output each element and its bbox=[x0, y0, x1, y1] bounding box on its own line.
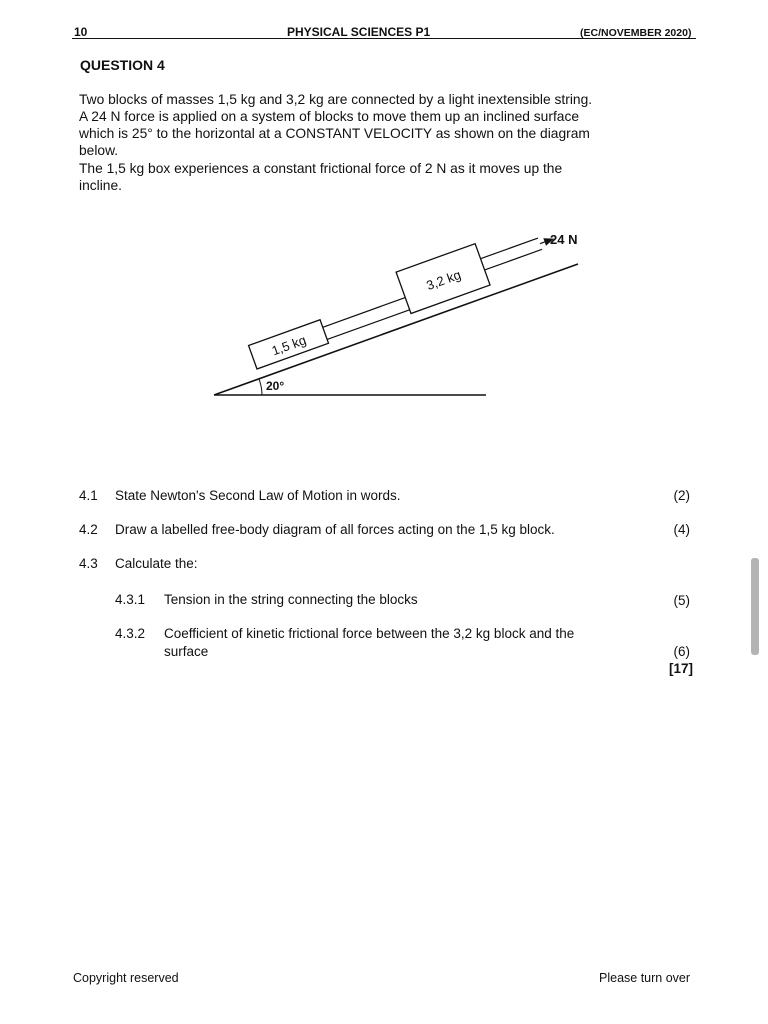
subitem-marks: (5) bbox=[673, 593, 690, 608]
block-heavy-label: 3,2 kg bbox=[424, 266, 463, 294]
paragraph-line: Two blocks of masses 1,5 kg and 3,2 kg are connected by a light inextensible string. bbox=[79, 92, 593, 107]
paragraph-line: incline. bbox=[79, 178, 122, 193]
subitem-marks: (6) bbox=[673, 644, 690, 659]
block-3-2kg bbox=[396, 244, 490, 314]
block-1-5kg bbox=[249, 320, 329, 369]
footer-copyright: Copyright reserved bbox=[73, 971, 179, 985]
block-light-label: 1,5 kg bbox=[269, 332, 309, 359]
paragraph-line: which is 25° to the horizontal at a CONSTANT VELOCITY as shown on the diagram bbox=[79, 126, 590, 141]
item-text: State Newton's Second Law of Motion in words. bbox=[115, 488, 401, 503]
item-number: 4.3 bbox=[79, 556, 98, 571]
paragraph-line: A 24 N force is applied on a system of blocks to move them up an inclined surface bbox=[79, 109, 580, 124]
angle-label: 20° bbox=[266, 379, 285, 393]
scrollbar-thumb[interactable] bbox=[751, 558, 759, 655]
item-number: 4.1 bbox=[79, 488, 98, 503]
incline-surface bbox=[214, 264, 578, 395]
item-text: Draw a labelled free-body diagram of all forces acting on the 1,5 kg block. bbox=[115, 522, 555, 537]
incline-diagram bbox=[0, 0, 768, 420]
subitem-number: 4.3.1 bbox=[115, 592, 146, 607]
subject-title: PHYSICAL SCIENCES P1 bbox=[287, 25, 431, 39]
question-total: [17] bbox=[668, 661, 693, 676]
footer-turn-over: Please turn over bbox=[599, 971, 691, 985]
force-label: 24 N bbox=[550, 232, 578, 247]
item-marks: (4) bbox=[673, 522, 690, 537]
item-text: Calculate the: bbox=[115, 556, 198, 571]
subitem-text-continued: surface bbox=[164, 644, 209, 659]
item-number: 4.2 bbox=[79, 522, 98, 537]
page-number: 10 bbox=[74, 25, 88, 39]
subitem-text: Coefficient of kinetic frictional force between the 3,2 kg block and the bbox=[164, 626, 575, 641]
item-marks: (2) bbox=[673, 488, 690, 503]
subitem-number: 4.3.2 bbox=[115, 626, 146, 641]
applied-force-arrow bbox=[481, 233, 557, 270]
connecting-string bbox=[323, 297, 410, 339]
angle-arc bbox=[259, 379, 262, 395]
paragraph-line: The 1,5 kg box experiences a constant frictional force of 2 N as it moves up the bbox=[79, 161, 563, 176]
paragraph-line: below. bbox=[79, 143, 119, 158]
exam-session: (EC/NOVEMBER 2020) bbox=[580, 27, 692, 39]
subitem-text: Tension in the string connecting the blocks bbox=[164, 592, 418, 607]
question-title: QUESTION 4 bbox=[80, 57, 165, 73]
